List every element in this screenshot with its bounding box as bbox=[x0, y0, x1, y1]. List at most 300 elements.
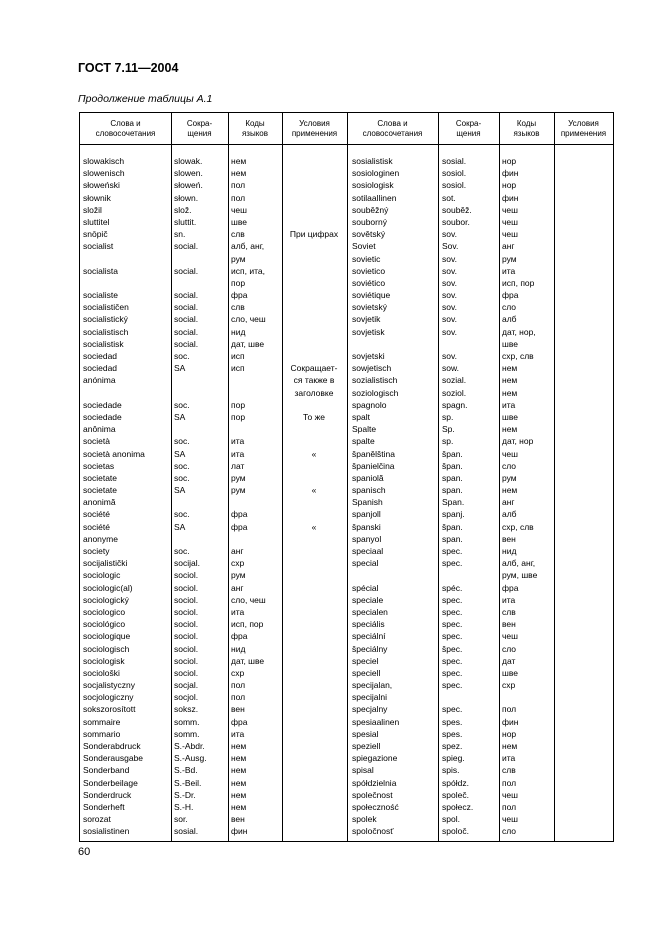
table-row bbox=[80, 777, 613, 789]
table-cell: схр bbox=[231, 667, 245, 678]
abbreviations-table bbox=[79, 112, 614, 842]
table-cell: ита bbox=[231, 436, 245, 447]
table-cell: spagnolo bbox=[352, 399, 387, 410]
table-cell: дат bbox=[502, 655, 516, 666]
table-row bbox=[80, 508, 613, 520]
table-cell: socjol. bbox=[174, 692, 199, 703]
table-cell: слв bbox=[502, 606, 516, 617]
table-cell: spoloč. bbox=[442, 826, 469, 837]
table-cell: нем bbox=[502, 387, 518, 398]
table-cell: sosiologisk bbox=[352, 180, 394, 191]
table-cell: шве bbox=[231, 216, 247, 227]
table-cell: Sonderband bbox=[83, 765, 130, 776]
table-cell: social. bbox=[174, 265, 199, 276]
table-cell: Сокращает- bbox=[290, 363, 338, 374]
table-cell: socialistisk bbox=[83, 338, 124, 349]
table-cell: social. bbox=[174, 326, 199, 337]
table-row bbox=[80, 472, 613, 484]
table-cell: sovětský bbox=[352, 229, 386, 240]
table-row bbox=[80, 606, 613, 618]
table-cell: нем bbox=[231, 765, 247, 776]
table-cell: spécial bbox=[352, 582, 379, 593]
table-cell: španielčina bbox=[352, 460, 395, 471]
table-cell: Sonderheft bbox=[83, 801, 125, 812]
table-cell: дат, шве bbox=[231, 338, 265, 349]
table-cell: нем bbox=[231, 156, 247, 166]
table-cell: чеш bbox=[502, 229, 518, 240]
table-cell: somm. bbox=[174, 728, 200, 739]
table-cell: алб, анг, bbox=[502, 558, 536, 569]
table-row bbox=[80, 167, 613, 179]
table-cell: sociologisk bbox=[83, 655, 125, 666]
table-cell: spiegazione bbox=[352, 753, 398, 764]
table-cell: sociologico bbox=[83, 606, 126, 617]
table-cell: socijal. bbox=[174, 558, 200, 569]
table-cell: чеш bbox=[502, 631, 518, 642]
table-cell: SA bbox=[174, 485, 186, 496]
table-cell: speciální bbox=[352, 631, 386, 642]
table-cell: spis. bbox=[442, 765, 460, 776]
table-cell: фин bbox=[502, 168, 519, 179]
table-cell: speciel bbox=[352, 655, 379, 666]
table-cell: spec. bbox=[442, 680, 463, 691]
table-row bbox=[80, 362, 613, 374]
table-row bbox=[80, 533, 613, 545]
table-cell: sp. bbox=[442, 411, 454, 422]
table-cell: sozialistisch bbox=[352, 375, 398, 386]
table-cell: алб, анг, bbox=[231, 241, 265, 252]
table-cell: нем bbox=[231, 741, 247, 751]
table-cell: sovietic bbox=[352, 253, 381, 264]
table-cell: фра bbox=[502, 290, 519, 301]
table-cell: sociol. bbox=[174, 582, 199, 593]
table-cell: рум, шве bbox=[502, 570, 538, 581]
table-cell: Spalte bbox=[352, 424, 377, 435]
table-cell: нем bbox=[231, 753, 247, 764]
table-cell: То же bbox=[302, 411, 326, 422]
table-cell: spieg. bbox=[442, 753, 465, 764]
table-cell: słown. bbox=[174, 192, 199, 203]
table-row bbox=[80, 691, 613, 703]
table-cell: sociedad bbox=[83, 351, 118, 361]
table-cell: нем bbox=[502, 485, 518, 496]
table-cell: вен bbox=[502, 533, 516, 544]
table-row bbox=[80, 740, 613, 752]
table-row bbox=[80, 630, 613, 642]
table-row bbox=[80, 374, 613, 386]
table-cell: алб bbox=[502, 509, 517, 520]
table-cell: slowakisch bbox=[83, 156, 125, 166]
table-cell: sozial. bbox=[442, 375, 467, 386]
table-cell: анг bbox=[231, 546, 244, 556]
table-cell: сло, чеш bbox=[231, 594, 266, 605]
table-cell: sluttitel bbox=[83, 216, 110, 227]
table-cell: słoweński bbox=[83, 180, 120, 191]
table-cell: sov. bbox=[442, 302, 457, 313]
table-cell: span. bbox=[442, 485, 463, 496]
table-row bbox=[80, 764, 613, 776]
table-cell: фра bbox=[231, 509, 248, 520]
table-row bbox=[80, 338, 613, 350]
table-cell: схр bbox=[502, 680, 516, 691]
table-cell: soziologisch bbox=[352, 387, 399, 398]
table-cell: soviétique bbox=[352, 290, 391, 301]
table-cell: spec. bbox=[442, 667, 463, 678]
table-row bbox=[80, 277, 613, 289]
table-cell: soc. bbox=[174, 460, 190, 471]
table-cell: Sov. bbox=[442, 241, 459, 252]
table-cell: špan. bbox=[442, 460, 463, 471]
table-cell: soc. bbox=[174, 399, 190, 410]
table-cell: sokszorosított bbox=[83, 704, 136, 715]
table-cell: social. bbox=[174, 290, 199, 301]
table-cell: ита bbox=[231, 606, 245, 617]
table-cell: spółdzielnia bbox=[352, 777, 397, 788]
table-row bbox=[80, 813, 613, 825]
table-cell: socijalistički bbox=[83, 558, 128, 569]
table-cell: sociol. bbox=[174, 667, 199, 678]
table-row bbox=[80, 484, 613, 496]
table-cell: soc. bbox=[174, 509, 190, 520]
table-row bbox=[80, 387, 613, 399]
table-cell: społecz. bbox=[442, 801, 474, 812]
table-cell: spanj. bbox=[442, 509, 465, 520]
table-cell: sociedade bbox=[83, 411, 122, 422]
table-cell: socialiste bbox=[83, 290, 118, 301]
table-row bbox=[80, 155, 613, 167]
table-cell: чеш bbox=[502, 216, 518, 227]
table-cell: spolek bbox=[352, 814, 377, 825]
table-cell: ита bbox=[502, 265, 516, 276]
table-row bbox=[80, 643, 613, 655]
table-cell: socialist bbox=[83, 241, 114, 252]
table-cell: socjalistyczny bbox=[83, 680, 135, 691]
table-cell: spółdz. bbox=[442, 777, 469, 788]
table-cell: sosiol. bbox=[442, 168, 467, 179]
table-cell: socialista bbox=[83, 265, 118, 276]
table-cell: шве bbox=[502, 411, 518, 422]
table-cell: spesial bbox=[352, 728, 379, 739]
table-cell: slowenisch bbox=[83, 168, 125, 179]
table-cell: Sonderbeilage bbox=[83, 777, 138, 788]
table-cell: słoweń. bbox=[174, 180, 203, 191]
table-cell: sociologický bbox=[83, 594, 129, 605]
table-row bbox=[80, 265, 613, 277]
table-cell: spec. bbox=[442, 704, 463, 715]
table-cell: sn. bbox=[174, 229, 186, 240]
table-cell: špeciálny bbox=[352, 643, 388, 654]
table-cell: сло bbox=[502, 460, 517, 471]
table-cell: speciale bbox=[352, 594, 384, 605]
standard-title: ГОСТ 7.11—2004 bbox=[78, 61, 179, 75]
table-cell: sociologique bbox=[83, 631, 131, 642]
column-header: Условия применения bbox=[291, 118, 338, 138]
table-cell: sociol. bbox=[174, 606, 199, 617]
table-cell: « bbox=[311, 448, 317, 459]
table-cell: sociedad bbox=[83, 363, 118, 374]
table-cell: spalt bbox=[352, 411, 370, 422]
table-cell: слв bbox=[231, 229, 245, 240]
table-cell: анг bbox=[502, 497, 515, 508]
table-row bbox=[80, 399, 613, 411]
table-cell: нем bbox=[231, 168, 247, 179]
table-cell: spez. bbox=[442, 741, 463, 751]
table-cell: ита bbox=[502, 753, 516, 764]
table-cell: špec. bbox=[442, 643, 463, 654]
table-cell: нид bbox=[231, 643, 246, 654]
table-cell: sorozat bbox=[83, 814, 111, 825]
table-cell: лат bbox=[231, 460, 245, 471]
table-cell: soziol. bbox=[442, 387, 467, 398]
table-cell: дат, шве bbox=[231, 655, 265, 666]
table-cell: spec. bbox=[442, 631, 463, 642]
table-cell: spec. bbox=[442, 558, 463, 569]
table-row bbox=[80, 204, 613, 216]
table-row bbox=[80, 228, 613, 240]
table-cell: чеш bbox=[502, 204, 518, 215]
table-row bbox=[80, 545, 613, 557]
table-cell: sociologic(al) bbox=[83, 582, 133, 593]
table-cell: « bbox=[311, 485, 317, 496]
table-cell: span. bbox=[442, 533, 463, 544]
table-cell: anonyme bbox=[83, 533, 118, 544]
table-cell: фин bbox=[502, 716, 519, 727]
table-row bbox=[80, 423, 613, 435]
table-cell: social. bbox=[174, 302, 199, 313]
header-divider bbox=[80, 144, 613, 145]
table-cell: sosial. bbox=[442, 156, 467, 166]
table-cell: схр, слв bbox=[502, 351, 534, 361]
table-cell: società anonima bbox=[83, 448, 145, 459]
table-cell: sotilaallinen bbox=[352, 192, 397, 203]
table-row bbox=[80, 411, 613, 423]
table-cell: speciaal bbox=[352, 546, 384, 556]
table-cell: socialistický bbox=[83, 314, 128, 325]
table-row bbox=[80, 667, 613, 679]
table-cell: soc. bbox=[174, 351, 190, 361]
table-cell: нид bbox=[231, 326, 246, 337]
table-row bbox=[80, 801, 613, 813]
table-cell: шве bbox=[502, 338, 518, 349]
table-cell: вен bbox=[502, 619, 516, 630]
table-cell: spec. bbox=[442, 546, 463, 556]
table-cell: рум bbox=[231, 485, 246, 496]
table-row bbox=[80, 569, 613, 581]
column-header: Коды языков bbox=[513, 118, 540, 138]
table-cell: S.-Bd. bbox=[174, 765, 198, 776]
table-cell: сло bbox=[502, 826, 517, 837]
table-cell: анг bbox=[502, 241, 515, 252]
table-cell: spesiaalinen bbox=[352, 716, 400, 727]
table-cell: somm. bbox=[174, 716, 200, 727]
page-number: 60 bbox=[78, 846, 91, 858]
table-cell: speciális bbox=[352, 619, 385, 630]
table-cell: social. bbox=[174, 338, 199, 349]
table-cell: нид bbox=[502, 546, 517, 556]
table-cell: sociológico bbox=[83, 619, 126, 630]
table-cell: рум bbox=[502, 472, 517, 483]
table-row bbox=[80, 350, 613, 362]
table-cell: пол bbox=[231, 692, 246, 703]
table-cell: фин bbox=[231, 826, 248, 837]
table-cell: исп bbox=[231, 363, 245, 374]
table-cell: social. bbox=[174, 314, 199, 325]
table-cell: spol. bbox=[442, 814, 460, 825]
table-cell: anonimă bbox=[83, 497, 116, 508]
table-cell: społeczność bbox=[352, 801, 399, 812]
table-cell: сло bbox=[502, 302, 517, 313]
table-cell: spéc. bbox=[442, 582, 463, 593]
table-cell: spanisch bbox=[352, 485, 386, 496]
table-cell: SA bbox=[174, 521, 186, 532]
table-cell: чеш bbox=[502, 814, 518, 825]
table-cell: specijalan, bbox=[352, 680, 393, 691]
table-cell: ся также в bbox=[293, 375, 335, 386]
table-cell: societas bbox=[83, 460, 115, 471]
table-cell: sommaire bbox=[83, 716, 121, 727]
table-cell: španělština bbox=[352, 448, 396, 459]
table-cell: пол bbox=[231, 680, 246, 691]
table-row bbox=[80, 253, 613, 265]
table-row bbox=[80, 618, 613, 630]
table-cell: spec. bbox=[442, 606, 463, 617]
table-cell: soviético bbox=[352, 277, 386, 288]
table-cell: рум bbox=[231, 570, 246, 581]
column-header: Слова и словосочетания bbox=[95, 118, 156, 138]
table-cell: sov. bbox=[442, 265, 457, 276]
table-cell: spanyol bbox=[352, 533, 382, 544]
table-row bbox=[80, 179, 613, 191]
table-cell: słownik bbox=[83, 192, 111, 203]
table-cell: фра bbox=[231, 290, 248, 301]
table-cell: slowen. bbox=[174, 168, 203, 179]
table-cell: пол bbox=[502, 777, 517, 788]
table-cell: speciell bbox=[352, 667, 381, 678]
table-cell: чеш bbox=[502, 789, 518, 800]
table-cell: sovjetik bbox=[352, 314, 381, 325]
table-cell: sluttit. bbox=[174, 216, 197, 227]
table-cell: spisal bbox=[352, 765, 374, 776]
table-cell: Soviet bbox=[352, 241, 376, 252]
table-continuation-caption: Продолжение таблицы А.1 bbox=[78, 93, 213, 105]
table-cell: sov. bbox=[442, 326, 457, 337]
table-cell: sociedade bbox=[83, 399, 122, 410]
table-cell: spagn. bbox=[442, 399, 468, 410]
table-cell: sociol. bbox=[174, 631, 199, 642]
table-cell: société bbox=[83, 521, 110, 532]
table-cell: sot. bbox=[442, 192, 456, 203]
table-cell: societate bbox=[83, 472, 118, 483]
table-cell: нем bbox=[231, 801, 247, 812]
table-cell: anônima bbox=[83, 424, 116, 435]
table-cell: soc. bbox=[174, 472, 190, 483]
table-cell: алб bbox=[502, 314, 517, 325]
table-cell: snōpič bbox=[83, 229, 108, 240]
table-row bbox=[80, 448, 613, 460]
table-cell: sosial. bbox=[174, 826, 199, 837]
table-cell: нем bbox=[502, 363, 518, 374]
table-cell: sovietský bbox=[352, 302, 387, 313]
table-cell: sociologisch bbox=[83, 643, 130, 654]
table-cell: socialistisch bbox=[83, 326, 129, 337]
table-cell: S.-Beil. bbox=[174, 777, 202, 788]
table-row bbox=[80, 301, 613, 313]
table-cell: sovietico bbox=[352, 265, 386, 276]
table-cell: sociol. bbox=[174, 619, 199, 630]
table-cell: specijalni bbox=[352, 692, 387, 703]
table-cell: spoločnosť bbox=[352, 826, 394, 837]
table-cell: слв bbox=[502, 765, 516, 776]
table-cell: рум bbox=[231, 472, 246, 483]
table-cell: нор bbox=[502, 156, 517, 166]
table-cell: sociologic bbox=[83, 570, 121, 581]
column-header: Условия применения bbox=[560, 118, 607, 138]
table-cell: špan. bbox=[442, 448, 463, 459]
table-cell: sosialistisk bbox=[352, 156, 393, 166]
table-cell: spanjoll bbox=[352, 509, 381, 520]
table-cell: чеш bbox=[502, 448, 518, 459]
table-cell: spes. bbox=[442, 728, 463, 739]
table-cell: společnost bbox=[352, 789, 393, 800]
table-cell: soubor. bbox=[442, 216, 470, 227]
table-cell: S.-Ausg. bbox=[174, 753, 207, 764]
table-cell: нем bbox=[502, 375, 518, 386]
table-cell: sowjetisch bbox=[352, 363, 392, 374]
table-cell: Spanish bbox=[352, 497, 383, 508]
table-cell: sov. bbox=[442, 229, 457, 240]
table-cell: исп, пор bbox=[502, 277, 535, 288]
table-cell: sp. bbox=[442, 436, 454, 447]
table-cell: нем bbox=[502, 741, 518, 751]
table-cell: soc. bbox=[174, 436, 190, 447]
table-cell: чеш bbox=[231, 204, 247, 215]
table-cell: spec. bbox=[442, 594, 463, 605]
table-row bbox=[80, 289, 613, 301]
table-cell: фра bbox=[231, 521, 248, 532]
table-cell: нем bbox=[231, 789, 247, 800]
table-cell: società bbox=[83, 436, 110, 447]
table-row bbox=[80, 716, 613, 728]
table-cell: пор bbox=[231, 399, 246, 410]
table-cell: society bbox=[83, 546, 110, 556]
table-cell: схр bbox=[231, 558, 245, 569]
table-cell: slowak. bbox=[174, 156, 203, 166]
table-cell: speziell bbox=[352, 741, 381, 751]
table-cell: пол bbox=[231, 192, 246, 203]
table-cell: нем bbox=[231, 777, 247, 788]
table-cell: souborný bbox=[352, 216, 387, 227]
table-row bbox=[80, 679, 613, 691]
table-cell: S.-Dr. bbox=[174, 789, 196, 800]
table-cell: sov. bbox=[442, 253, 457, 264]
table-cell: шве bbox=[502, 667, 518, 678]
table-row bbox=[80, 192, 613, 204]
table-cell: social. bbox=[174, 241, 199, 252]
table-cell: сло bbox=[502, 643, 517, 654]
table-cell: sommario bbox=[83, 728, 121, 739]
table-cell: исп, пор bbox=[231, 619, 264, 630]
table-cell: socialističen bbox=[83, 302, 129, 313]
table-cell: фин bbox=[502, 192, 519, 203]
table-row bbox=[80, 326, 613, 338]
table-cell: sociol. bbox=[174, 594, 199, 605]
table-cell: S.-H. bbox=[174, 801, 194, 812]
table-cell: вен bbox=[231, 704, 245, 715]
table-cell: фра bbox=[231, 716, 248, 727]
table-cell: рум bbox=[502, 253, 517, 264]
table-cell: пол bbox=[502, 704, 517, 715]
table-cell: пол bbox=[231, 180, 246, 191]
